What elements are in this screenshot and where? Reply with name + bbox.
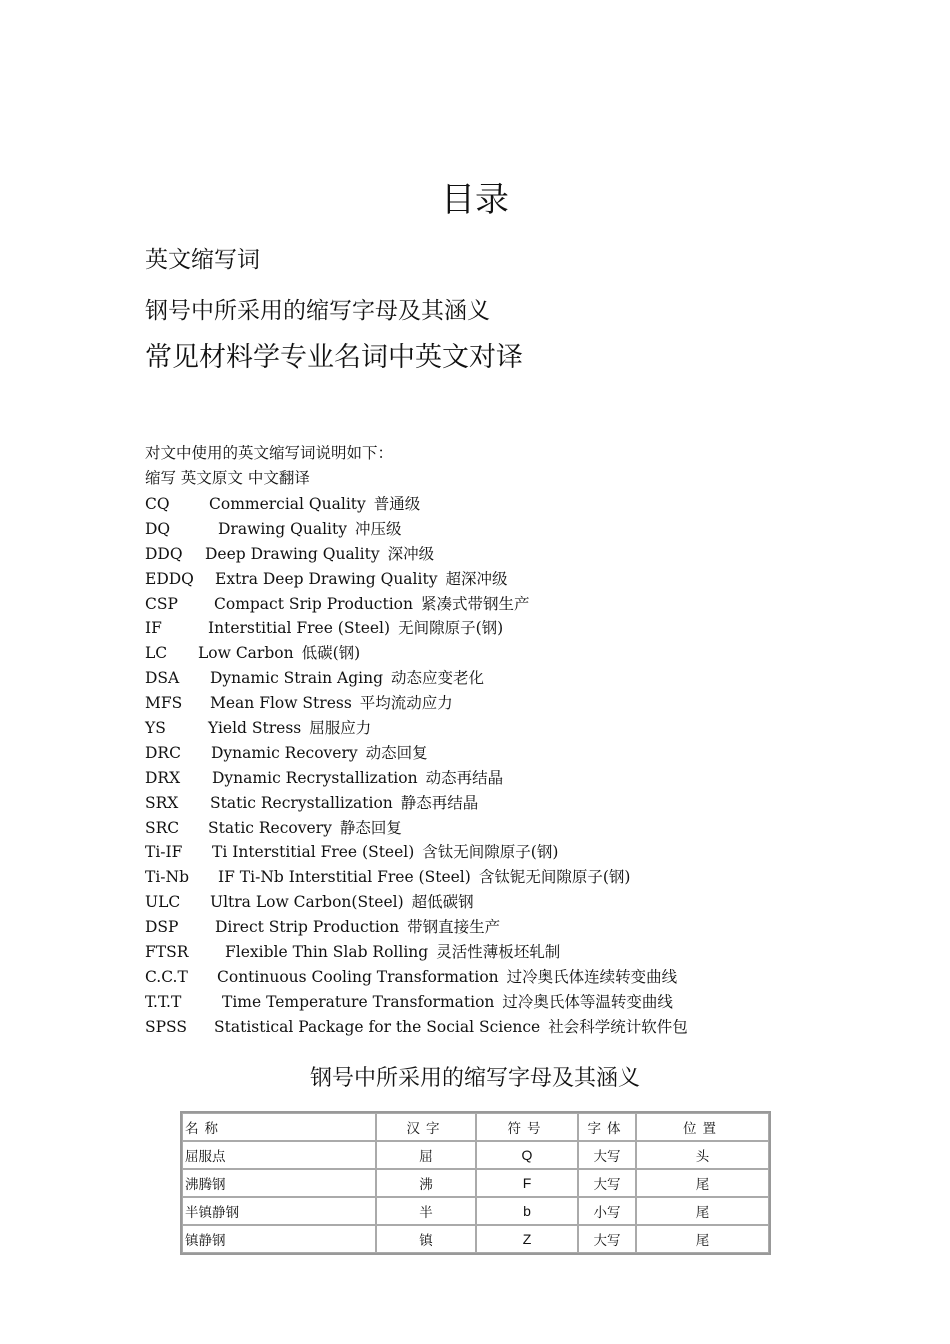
abbreviation-english: Static Recovery [208,818,332,837]
abbreviation-row [145,766,845,791]
abbreviation-english: Extra Deep Drawing Quality [215,569,438,588]
column-header-name: 名称 [182,1113,376,1141]
abbreviation-row [145,641,845,666]
abbreviation-row [145,517,845,542]
cell-case: 小写 [578,1197,636,1225]
abbreviation-definition [209,492,420,516]
abbreviation-code: FTSR [145,943,189,962]
abbreviation-row [145,840,845,865]
abbreviation-code: CQ [145,495,170,513]
cell-name: 屈服点 [182,1141,376,1169]
abbreviation-english: Low Carbon [198,644,294,663]
abbreviation-english: IF Ti-Nb Interstitial Free (Steel) [218,868,471,887]
cell-case: 大写 [578,1225,636,1253]
abbreviation-english: Ti Interstitial Free (Steel) [212,843,415,862]
abbreviation-definition [222,990,673,1014]
abbreviation-chinese: 社会科学统计软件包 [548,1017,688,1036]
cell-character: 半 [376,1197,476,1225]
abbreviation-english: Interstitial Free (Steel) [208,619,391,638]
abbreviation-chinese: 深冲级 [387,544,435,563]
abbreviation-chinese: 屈服应力 [309,719,372,738]
abbreviation-english: Drawing Quality [218,519,347,538]
column-header-character: 汉字 [376,1113,476,1141]
cell-symbol: Z [476,1225,578,1253]
abbreviation-row [145,915,845,940]
cell-character: 沸 [376,1169,476,1197]
abbreviation-definition [208,816,402,840]
abbreviation-definition [208,716,371,740]
abbreviation-chinese: 含钛铌无间隙原子(钢) [478,868,631,887]
abbreviation-definition [215,915,500,939]
abbreviation-code: YS [145,719,166,738]
abbreviation-chinese: 动态再结晶 [425,768,504,787]
abbreviation-code: IF [145,619,162,638]
abbreviation-chinese: 静态再结晶 [400,793,479,812]
cell-position: 头 [636,1141,769,1169]
abbreviation-row [145,965,845,990]
abbreviation-chinese: 灵活性薄板坯轧制 [436,943,561,962]
abbreviation-definition [211,741,428,765]
abbreviation-code: C.C.T [145,967,188,986]
table-header-row [182,1113,769,1141]
abbreviations-column-headers: 缩写 英文原文 中文翻译 [145,469,310,487]
abbreviation-code: Ti-Nb [145,868,190,887]
abbreviation-english: Flexible Thin Slab Rolling [225,943,429,962]
abbreviation-english: Deep Drawing Quality [205,544,380,563]
abbreviation-definition [214,1015,688,1039]
abbreviation-definition [210,791,478,815]
page-title: 目录 [441,180,509,220]
cell-name: 镇静钢 [182,1225,376,1253]
abbreviations-intro: 对文中使用的英文缩写词说明如下： [145,444,394,462]
abbreviation-chinese: 紧凑式带钢生产 [420,594,530,613]
abbreviation-chinese: 含钛无间隙原子(钢) [422,843,559,862]
table-row [182,1169,769,1197]
cell-case: 大写 [578,1141,636,1169]
abbreviation-row [145,542,845,567]
abbreviation-english: Compact Srip Production [214,594,413,613]
abbreviation-english: Dynamic Recrystallization [212,768,418,787]
abbreviation-row [145,567,845,592]
abbreviation-row [145,890,845,915]
abbreviation-definition [205,542,434,566]
abbreviation-code: DSP [145,918,179,937]
abbreviation-code: DRX [145,768,181,787]
cell-character: 镇 [376,1225,476,1253]
abbreviation-code: SRX [145,793,179,812]
abbreviation-chinese: 动态应变老化 [391,669,485,688]
abbreviation-definition [212,840,558,864]
abbreviation-row [145,691,845,716]
abbreviation-code: DDQ [145,544,183,563]
abbreviation-english: Direct Strip Production [215,918,400,937]
abbreviation-chinese: 过冷奥氏体连续转变曲线 [506,967,678,986]
abbreviation-row [145,816,845,841]
abbreviation-code: DQ [145,519,171,538]
abbreviation-chinese: 超低碳钢 [411,893,474,912]
abbreviation-list [145,492,845,1040]
abbreviation-code: SPSS [145,1017,188,1036]
abbreviation-code: LC [145,644,168,663]
abbreviation-definition [210,890,474,914]
abbreviation-chinese: 无间隙原子(钢) [398,619,504,638]
table-row [182,1225,769,1253]
abbreviation-code: SRC [145,818,180,837]
cell-position: 尾 [636,1197,769,1225]
abbreviation-code: Ti-IF [145,843,183,862]
abbreviation-row [145,990,845,1015]
abbreviation-code: EDDQ [145,569,194,588]
abbreviation-code: DRC [145,743,181,762]
abbreviation-chinese: 普通级 [373,495,421,513]
abbreviation-chinese: 低碳(钢) [301,644,361,663]
abbreviation-english: Mean Flow Stress [210,694,352,713]
abbreviation-chinese: 过冷奥氏体等温转变曲线 [502,992,673,1011]
abbreviation-row [145,940,845,965]
cell-name: 沸腾钢 [182,1169,376,1197]
abbreviation-code: CSP [145,594,178,613]
abbreviation-english: Dynamic Strain Aging [210,669,384,688]
abbreviation-definition [208,616,503,640]
abbreviation-row [145,492,845,517]
abbreviation-definition [198,641,360,665]
abbreviation-english: Static Recrystallization [210,793,393,812]
abbreviation-row [145,616,845,641]
abbreviation-row [145,592,845,617]
cell-position: 尾 [636,1225,769,1253]
cell-symbol: b [476,1197,578,1225]
abbreviation-row [145,791,845,816]
table-row [182,1197,769,1225]
abbreviation-row [145,1015,845,1040]
abbreviation-row [145,865,845,890]
abbreviation-definition [210,691,453,715]
abbreviation-english: Dynamic Recovery [211,743,358,762]
abbreviation-row [145,716,845,741]
abbreviation-code: ULC [145,893,181,912]
column-header-symbol: 符号 [476,1113,578,1141]
abbreviation-definition [215,567,507,591]
abbreviation-english: Continuous Cooling Transformation [217,967,499,986]
toc-item-abbreviations: 英文缩写词 [145,247,260,273]
abbreviation-definition [218,865,630,889]
cell-character: 屈 [376,1141,476,1169]
abbreviation-definition [210,666,484,690]
abbreviation-row [145,666,845,691]
abbreviation-chinese: 带钢直接生产 [407,918,501,937]
abbreviation-code: MFS [145,694,183,713]
abbreviation-english: Commercial Quality [209,495,366,513]
column-header-case: 字体 [578,1113,636,1141]
steel-grades-section-title: 钢号中所采用的缩写字母及其涵义 [309,1066,640,1091]
cell-symbol: F [476,1169,578,1197]
abbreviation-chinese: 平均流动应力 [359,694,453,713]
abbreviation-code: DSA [145,669,180,688]
abbreviation-english: Statistical Package for the Social Science [214,1017,541,1036]
abbreviation-chinese: 冲压级 [354,519,402,538]
cell-symbol: Q [476,1141,578,1169]
abbreviation-english: Ultra Low Carbon(Steel) [210,893,404,912]
abbreviation-definition [217,965,677,989]
abbreviation-row [145,741,845,766]
abbreviation-code: T.T.T [145,992,182,1011]
abbreviation-definition [212,766,503,790]
table-row [182,1141,769,1169]
abbreviation-chinese: 超深冲级 [445,569,508,588]
abbreviation-english: Yield Stress [208,719,302,738]
cell-name: 半镇静钢 [182,1197,376,1225]
steel-grade-table [180,1111,771,1255]
toc-item-glossary: 常见材料学专业名词中英文对译 [145,342,523,373]
abbreviation-english: Time Temperature Transformation [222,992,495,1011]
abbreviation-chinese: 静态回复 [339,818,402,837]
cell-position: 尾 [636,1169,769,1197]
abbreviation-definition [225,940,560,964]
abbreviation-definition [218,517,401,541]
abbreviation-chinese: 动态回复 [365,743,428,762]
column-header-position: 位置 [636,1113,769,1141]
toc-item-steel-grades: 钢号中所采用的缩写字母及其涵义 [145,298,490,324]
cell-case: 大写 [578,1169,636,1197]
abbreviation-definition [214,592,530,616]
